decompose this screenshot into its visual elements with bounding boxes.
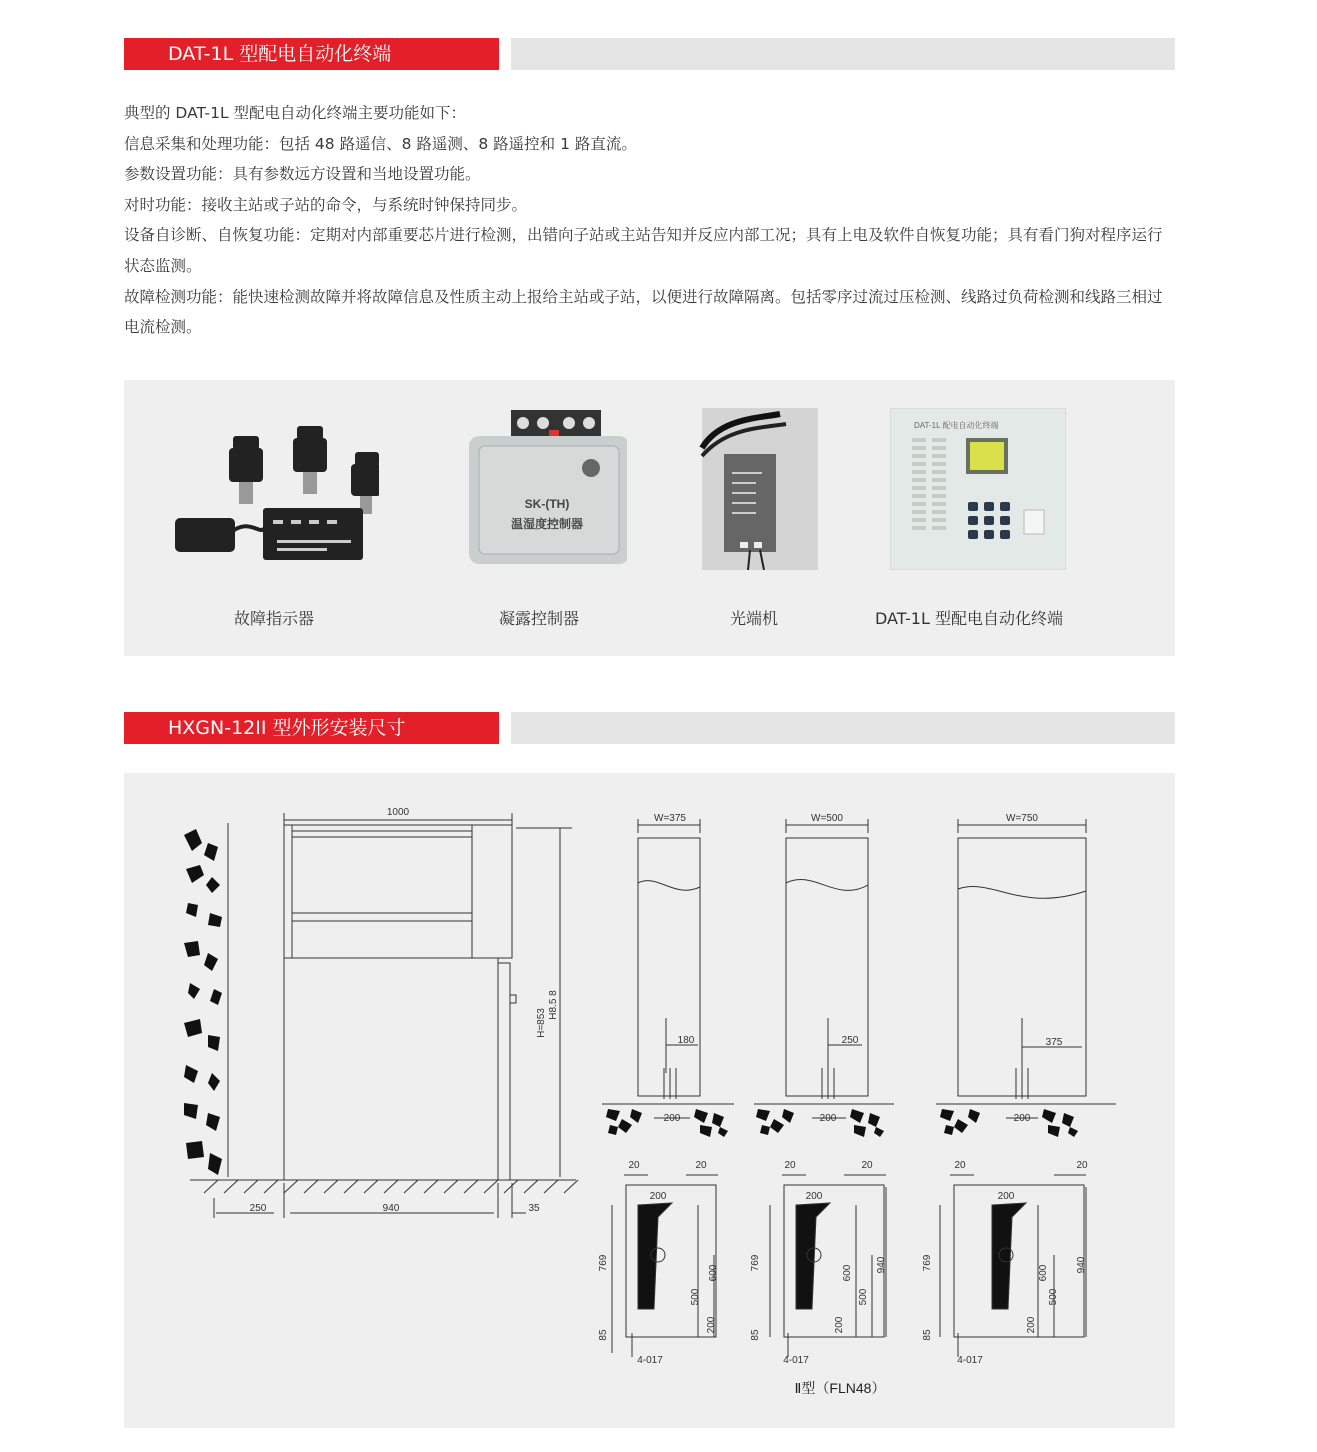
dim-label: 200: [649, 1191, 667, 1202]
dim-label: H=853: [536, 1008, 547, 1038]
dim-label: 20: [628, 1160, 640, 1171]
dim-label: 20: [861, 1160, 873, 1171]
dim-label: 200: [805, 1191, 823, 1202]
dim-label: 20: [1076, 1160, 1088, 1171]
dim-label: 769: [598, 1254, 609, 1272]
dim-label: 200: [706, 1316, 717, 1334]
dim-label: 200: [1013, 1113, 1031, 1124]
product-caption: 故障指示器: [233, 609, 314, 628]
dim-label: 769: [750, 1254, 761, 1272]
optical-terminal-photo: [690, 408, 818, 570]
intro-line: 参数设置功能：具有参数远方设置和当地设置功能。: [124, 165, 481, 184]
dim-label: 940: [876, 1256, 887, 1274]
dim-label: 1000: [386, 807, 410, 818]
terminal-panel-title: DAT-1L 配电自动化终端: [913, 421, 998, 430]
product-dat1l-terminal: [864, 408, 1074, 636]
product-fault-indicator: [164, 416, 384, 636]
dim-label: 940: [1076, 1256, 1087, 1274]
device-label: SK-(TH): [524, 497, 570, 511]
dim-label: 4-017: [783, 1355, 809, 1366]
dim-label: 200: [997, 1191, 1015, 1202]
product-gallery: [124, 380, 1175, 656]
dim-label: W=500: [811, 813, 843, 824]
dim-label: 940: [382, 1203, 400, 1214]
intro-line: 故障检测功能：能快速检测故障并将故障信息及性质主动上报给主站或子站，以便进行故障隔离。包括零序过流过压检测、线路过负荷检测和线路三相过电流检测。: [124, 287, 1163, 337]
product-caption: 凝露控制器: [498, 609, 579, 628]
dim-label: 20: [784, 1160, 796, 1171]
dim-label: 375: [1045, 1037, 1063, 1048]
section-header-bar: [511, 38, 1175, 70]
dim-label: 20: [954, 1160, 966, 1171]
dim-label: 85: [598, 1329, 609, 1341]
dim-label: 250: [249, 1203, 267, 1214]
dim-label: H8.5 8: [548, 990, 559, 1020]
dim-label: 600: [708, 1264, 719, 1282]
intro-line: 对时功能：接收主站或子站的命令，与系统时钟保持同步。: [124, 195, 528, 214]
fault-indicator-photo: [169, 416, 379, 576]
dim-label: W=375: [654, 813, 686, 824]
dim-label: 500: [858, 1288, 869, 1306]
dim-label: 600: [842, 1264, 853, 1282]
product-condensation-controller: [444, 406, 634, 636]
function-description: [124, 98, 1184, 343]
dim-label: 200: [1026, 1316, 1037, 1334]
section-title: DAT-1L 型配电自动化终端: [124, 38, 499, 70]
dim-label: 500: [1048, 1288, 1059, 1306]
drawing-caption: Ⅱ型（FLN48）: [794, 1380, 886, 1396]
intro-line: 典型的 DAT-1L 型配电自动化终端主要功能如下：: [124, 104, 467, 122]
dim-label: 180: [677, 1035, 695, 1046]
dim-label: 200: [819, 1113, 837, 1124]
intro-line: 信息采集和处理功能：包括 48 路遥信、8 路遥测、8 路遥控和 1 路直流。: [124, 134, 637, 153]
dim-label: 85: [750, 1329, 761, 1341]
section-header-dat1l: [124, 38, 1175, 70]
dimension-drawing: [124, 773, 1175, 1428]
dim-label: 769: [922, 1254, 933, 1272]
dim-label: 600: [1038, 1264, 1049, 1282]
dim-label: 250: [841, 1035, 859, 1046]
product-caption: DAT-1L 型配电自动化终端: [874, 609, 1063, 628]
dim-label: 200: [834, 1316, 845, 1334]
dim-label: 200: [663, 1113, 681, 1124]
section-title: HXGN-12II 型外形安装尺寸: [124, 712, 499, 744]
dim-label: 35: [528, 1203, 540, 1214]
condensation-controller-photo: [451, 406, 627, 576]
installation-drawing-panel: [124, 773, 1175, 1428]
dim-label: 4-017: [637, 1355, 663, 1366]
section-header-bar: [511, 712, 1175, 744]
intro-line: 设备自诊断、自恢复功能：定期对内部重要芯片进行检测，出错向子站或主站告知并反应内部工况；具有上电及软件自恢复功能；具有看门狗对程序运行状态监测。: [124, 226, 1163, 275]
product-caption: 光端机: [729, 609, 778, 628]
wall-hatch-icon: [184, 829, 222, 1175]
dim-label: 4-017: [957, 1355, 983, 1366]
device-label: 温湿度控制器: [510, 517, 584, 531]
terminal-photo: [890, 408, 1066, 570]
section-header-hxgn: [124, 712, 1175, 744]
product-optical-terminal: [684, 408, 824, 636]
dim-label: W=750: [1006, 813, 1038, 824]
dim-label: 20: [695, 1160, 707, 1171]
dim-label: 500: [690, 1288, 701, 1306]
dim-label: 85: [922, 1329, 933, 1341]
